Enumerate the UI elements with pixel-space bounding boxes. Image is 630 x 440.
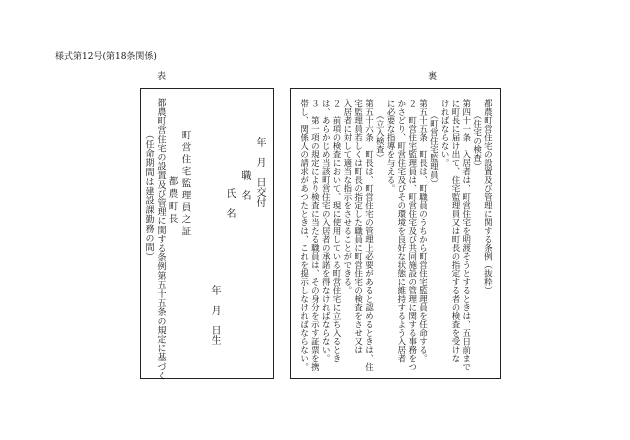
- article-text-line: 宅監理員若しくは町長の指定した職員に町営住宅の検査をさせ又は: [352, 99, 363, 354]
- article-text-line: ３ 第一項の規定により検査に当たる職員は、その身分を示す証票を携: [309, 99, 320, 371]
- article-heading: （立入検査）: [374, 111, 385, 162]
- article-text-line: かさどり、町営住宅及びその環境を良好な状態に維持するよう入居者: [395, 99, 406, 363]
- back-side-label: 裏: [428, 72, 438, 82]
- job-title-label: 職 名: [239, 170, 250, 200]
- certificate-title: 町営住宅監理員之証: [179, 130, 191, 238]
- front-side-label: 表: [157, 72, 167, 82]
- article-heading: （住宅の検査）: [471, 111, 482, 171]
- name-label: 氏 名: [224, 188, 235, 218]
- legal-basis-text: 都農町営住宅の設置及び管理に関する条例第五十五条の規定に基づく: [155, 98, 166, 381]
- article-text-line: 第五十五条 町長は、町職員のうちから町営住宅監理員を任命する。: [417, 99, 428, 363]
- article-text-line: ２ 前項の検査において、現に使用している町営住宅に立ち入るとき: [331, 99, 342, 363]
- form-number-label: 様式第12号(第18条関係): [55, 52, 157, 62]
- article-heading: （町営住宅監理員）: [428, 111, 439, 188]
- article-text-line: 入居者に対して適当な指示をさせることができる。: [341, 99, 352, 295]
- appointment-term-note: （任命期間は建設課勤務の間）: [143, 130, 154, 262]
- issuer-name: 都農町長: [166, 176, 178, 226]
- issue-date-line: 年 月 日交付: [254, 137, 265, 207]
- article-text-line: に必要な指導を与える。: [385, 99, 396, 193]
- article-text-line: 帯し、関係人の請求があつたときは、これを提示しなければならない。: [298, 99, 309, 371]
- article-text-line: ければならない。: [439, 99, 450, 167]
- article-text-line: 第五十六条 町長は、町営住宅の管理上必要があると認めるときは、住: [363, 99, 374, 371]
- article-text-line: 第四十一条 入居者は、町営住宅を明渡そうとするときは、五日前まで: [460, 99, 471, 371]
- article-text-line: に町長に届け出て、住宅監理員又は町長の指定する者の検査を受けな: [449, 99, 460, 363]
- article-text-line: ２ 町営住宅監理員は、町営住宅及び共同施設の管理に関する事務をつ: [406, 99, 417, 371]
- ordinance-excerpt: [298, 99, 493, 375]
- excerpt-title: 都農町営住宅の設置及び管理に関する条例（抜粋）: [482, 99, 493, 295]
- birth-date-line: 年 月 日生: [209, 285, 220, 345]
- article-text-line: は、あらかじめ当該町営住宅の入居者の承諾を得なければならない。: [320, 99, 331, 363]
